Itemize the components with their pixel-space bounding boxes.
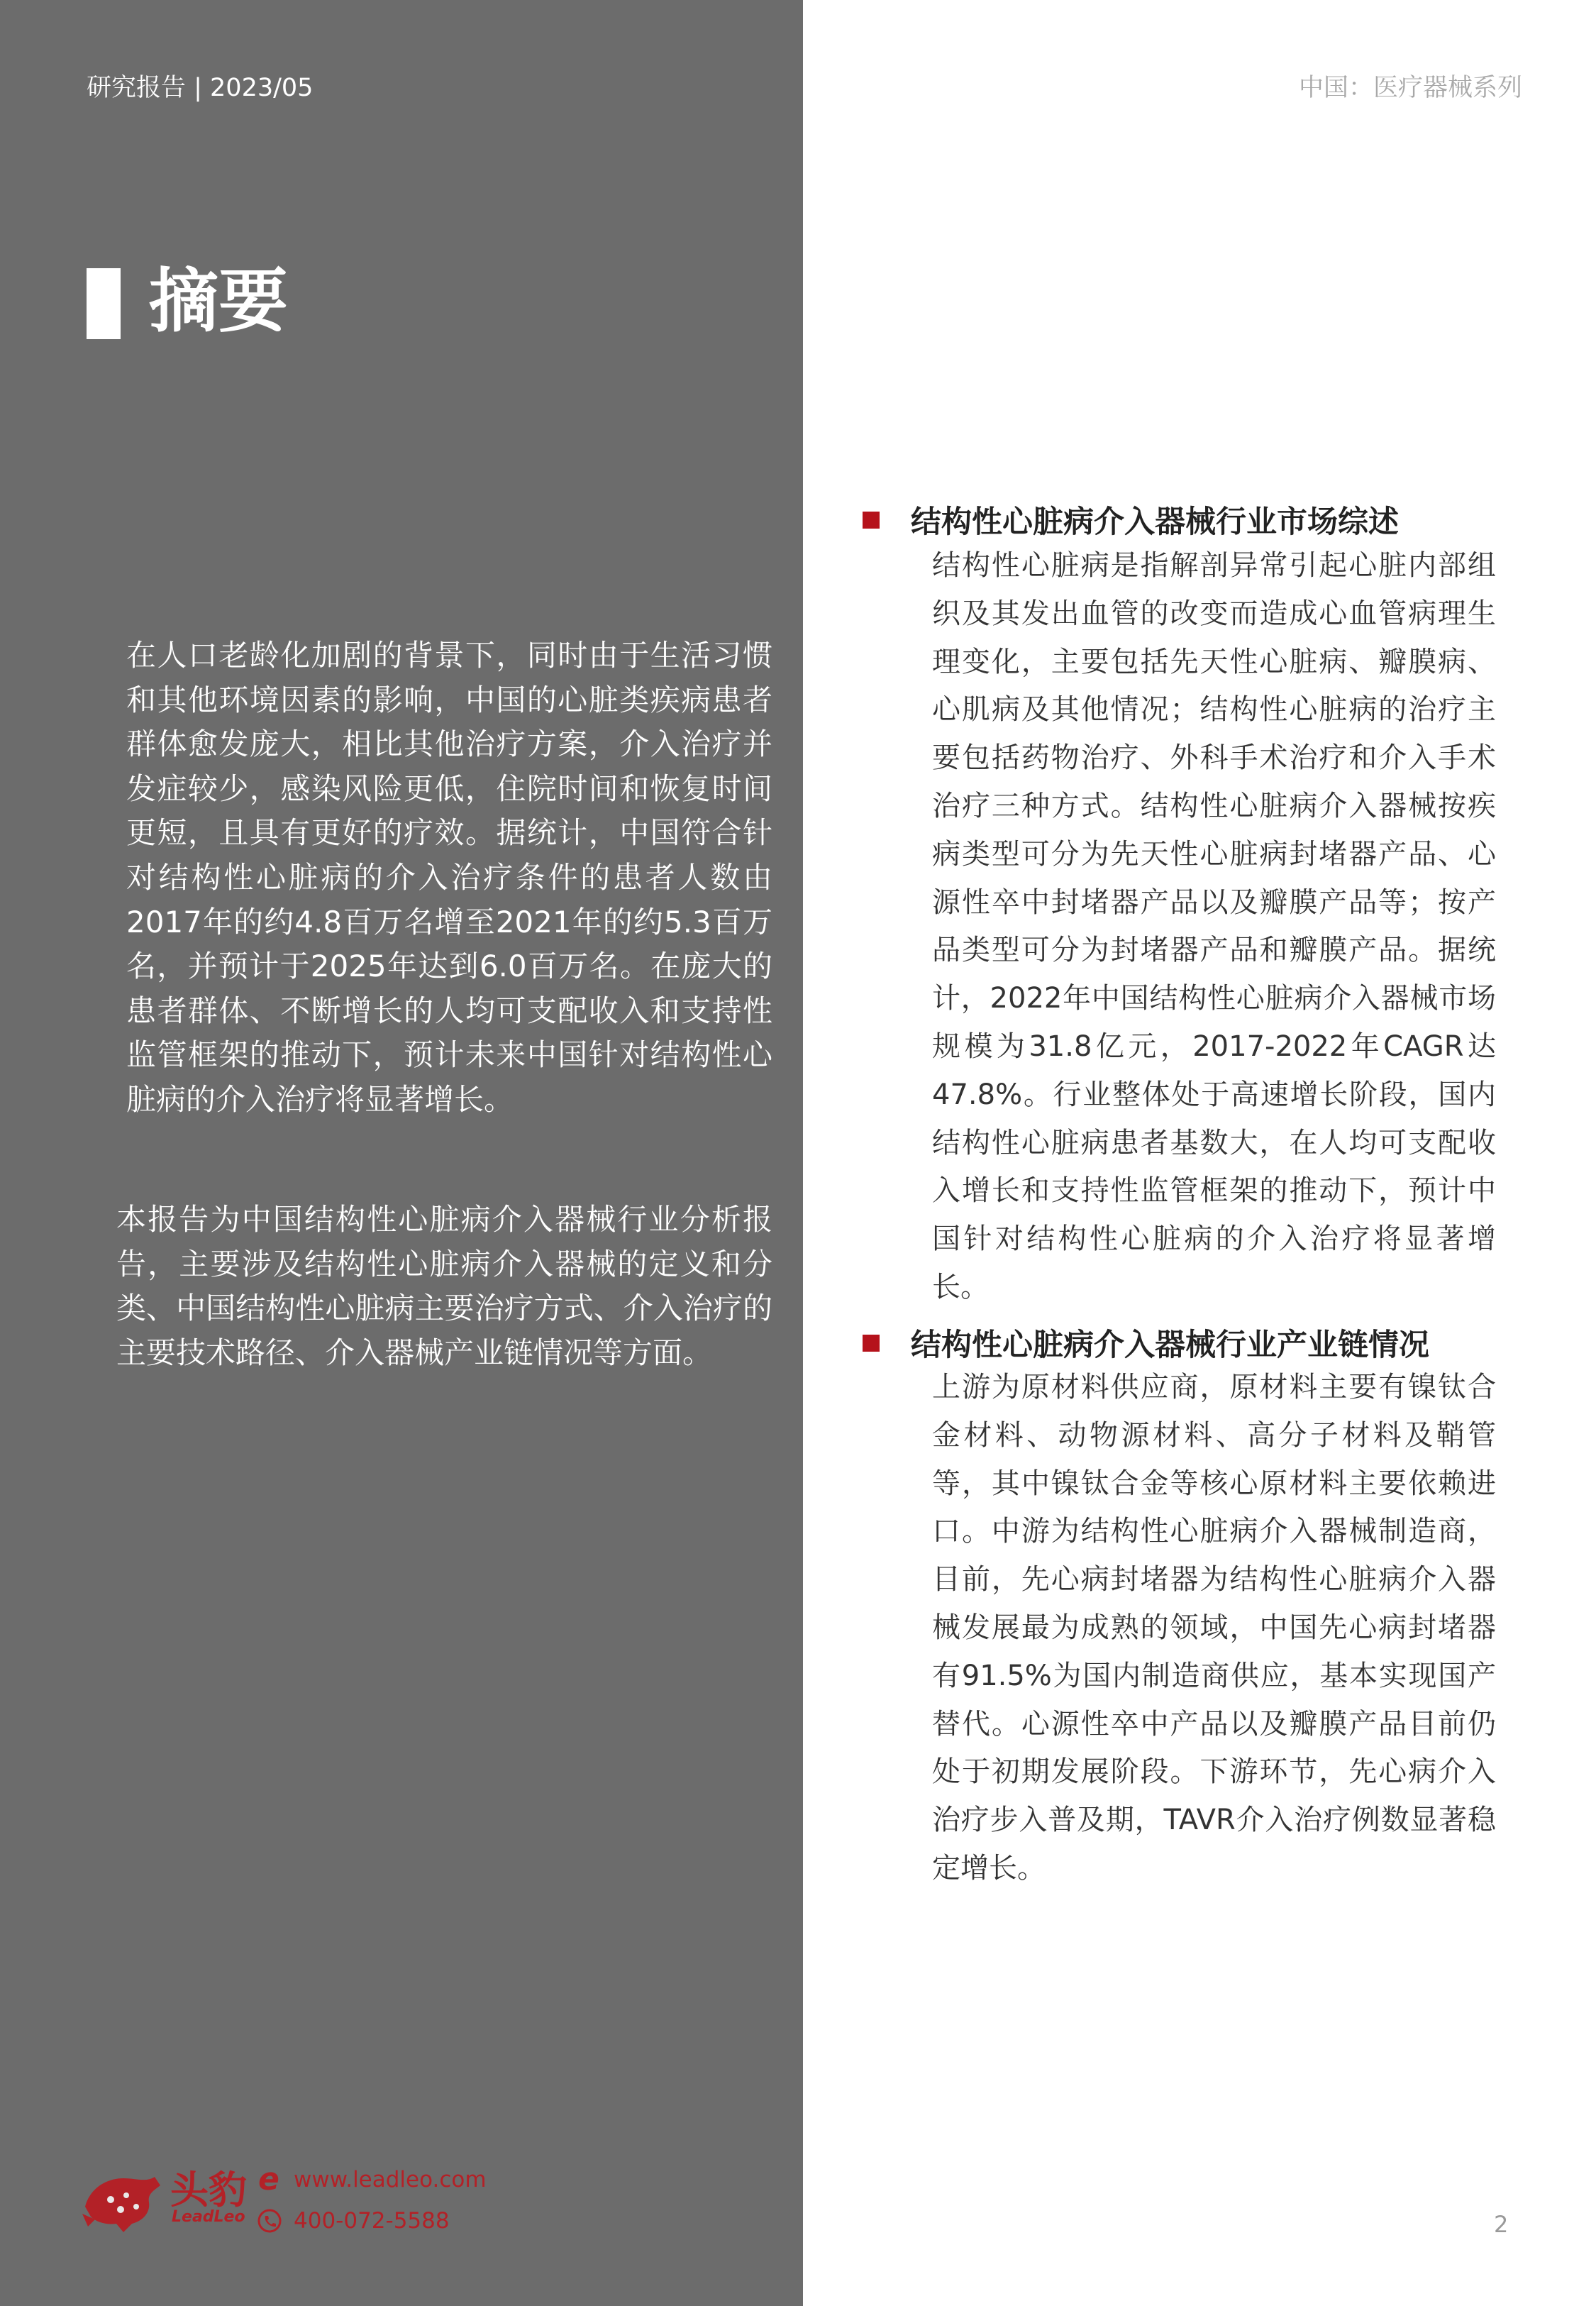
leadleo-logo — [79, 2157, 487, 2235]
page-number: 2 — [1494, 2211, 1509, 2238]
summary-paragraph-2 — [116, 1198, 772, 1375]
section-body-industry-chain: 上游为原材料供应商，原材料主要有镍钛合金材料、动物源材料、高分子材料及鞘管等，其中镍钛合金等核心原材料主要依赖进口。中游为结构性心脏病介入器械制造商，目前，先心病封堵器为结构性心脏病介入器械发展最为成熟的领域，中国先心病封堵器有91.5%为国内制造商供应，基本实现国产替代。心源性卒中产品以及瓣膜产品目前仍处于初期发展阶段。下游环节，先心病介入治疗步入普及期，TAVR介入治疗例数显著稳定增长。 — [932, 1371, 1496, 1885]
summary-paragraph-1-text: 在人口老龄化加剧的背景下，同时由于生活习惯和其他环境因素的影响，中国的心脏类疾病患者群体愈发庞大，相比其他治疗方案，介入治疗并发症较少，感染风险更低，住院时间和恢复时间更短，且具有更好的疗效。据统计，中国符合针对结构性心脏病的介入治疗条件的患者人数由2017年的约4.8百万名增至2021年的约5.3百万名，并预计于2025年达到6.0百万名。在庞大的患者群体、不断增长的人均可支配收入和支持性监管框架的推动下，预计未来中国针对结构性心脏病的介入治疗将显著增长。 — [126, 638, 772, 1117]
leopard-logo-icon — [79, 2157, 165, 2235]
report-series-label: 中国：医疗器械系列 — [1298, 74, 1522, 102]
phone-icon — [257, 2208, 282, 2234]
section-heading-industry-chain — [863, 1321, 1429, 1364]
square-bullet-icon — [863, 512, 880, 529]
report-header-left: 研究报告 | 2023/05 — [87, 74, 314, 102]
section-heading-market-overview — [863, 498, 1399, 541]
logo-e-mark: e — [258, 2161, 279, 2197]
section-body-market-overview: 结构性心脏病是指解剖异常引起心脏内部组织及其发出血管的改变而造成心血管病理生理变化，主要包括先天性心脏病、瓣膜病、心肌病及其他情况；结构性心脏病的治疗主要包括药物治疗、外科手术治疗和介入手术治疗三种方式。结构性心脏病介入器械按疾病类型可分为先天性心脏病封堵器产品、心源性卒中封堵器产品以及瓣膜产品等；按产品类型可分为封堵器产品和瓣膜产品。据统计，2022年中国结构性心脏病介入器械市场规模为31.8亿元，2017-2022年CAGR达47.8%。行业整体处于高速增长阶段，国内结构性心脏病患者基数大，在人均可支配收入增长和支持性监管框架的推动下，预计中国针对结构性心脏病的介入治疗将显著增长。 — [932, 549, 1496, 1303]
logo-phone-number: 400-072-5588 — [294, 2208, 450, 2234]
page-title: 摘要 — [149, 261, 289, 342]
section-title: 结构性心脏病介入器械行业市场综述 — [911, 504, 1399, 540]
logo-english-name: LeadLeo — [172, 2208, 245, 2226]
title-accent-bar — [87, 268, 121, 339]
logo-chinese-name: 头豹 — [170, 2167, 247, 2212]
summary-paragraph-1 — [116, 634, 772, 1122]
square-bullet-icon — [863, 1335, 880, 1352]
section-title: 结构性心脏病介入器械行业产业链情况 — [911, 1328, 1429, 1363]
logo-website: www.leadleo.com — [294, 2167, 487, 2192]
summary-paragraph-2-text: 本报告为中国结构性心脏病介入器械行业分析报告，主要涉及结构性心脏病介入器械的定义和分类、中国结构性心脏病主要治疗方式、介入治疗的主要技术路径、介入器械产业链情况等方面。 — [116, 1202, 772, 1370]
